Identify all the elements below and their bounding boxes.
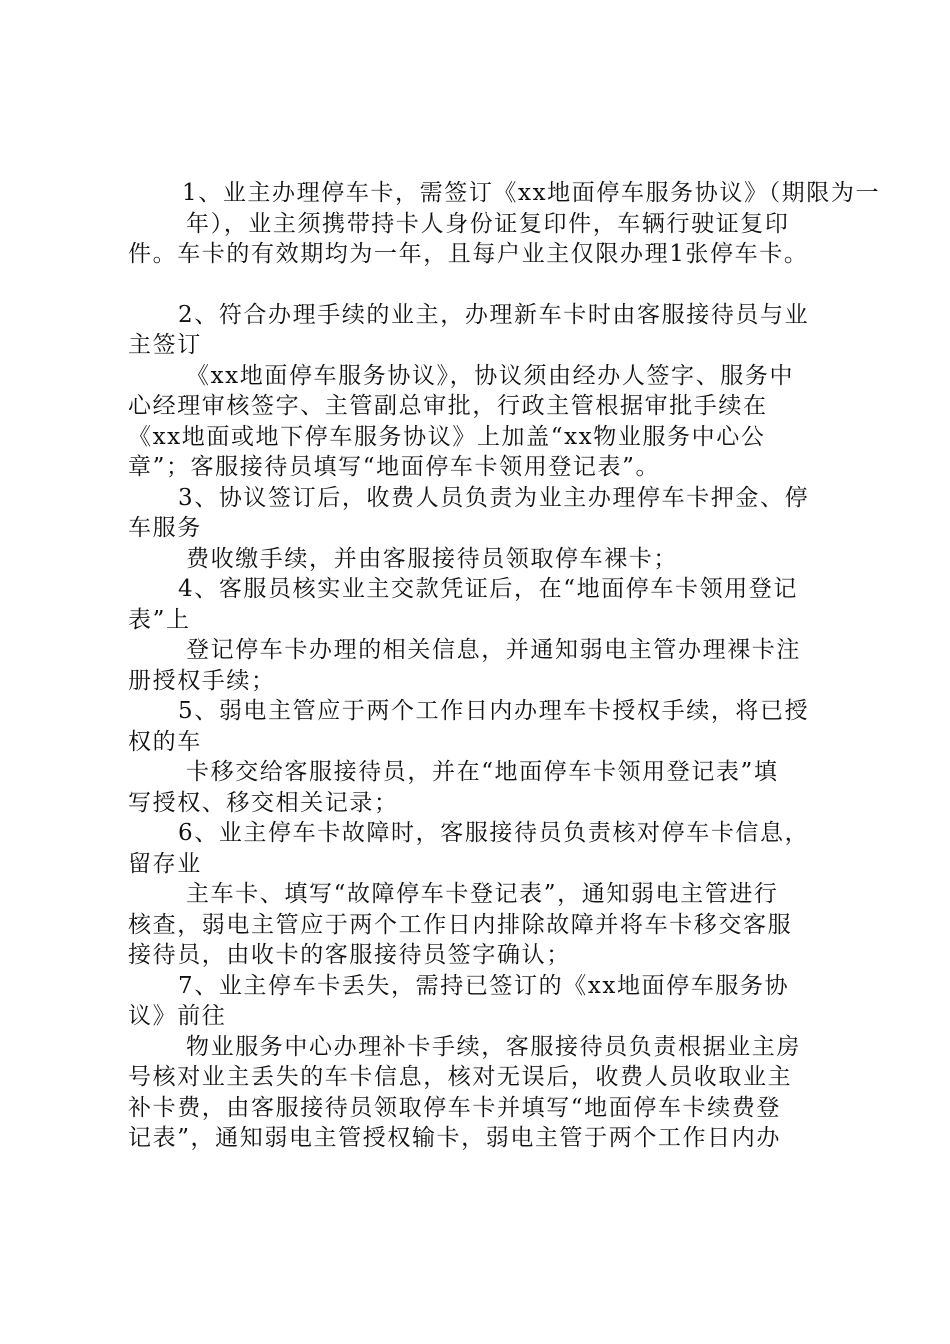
- text-line: 心经理审核签字、主管副总审批，行政主管根据审批手续在: [128, 393, 768, 419]
- text-line: 卡移交给客服接待员，并在“地面停车卡领用登记表”填: [186, 759, 779, 785]
- text-line: 核查，弱电主管应于两个工作日内排除故障并将车卡移交客服: [128, 911, 793, 938]
- text-line: 件。车卡的有效期均为一年，且每户业主仅限办理1张停车卡。: [128, 241, 809, 267]
- text-line: 补卡费，由客服接待员领取停车卡并填写“地面停车卡续费登: [128, 1094, 781, 1121]
- text-line: 车服务: [128, 515, 202, 541]
- text-line: 主车卡、填写“故障停车卡登记表”，通知弱电主管进行: [186, 881, 779, 907]
- text-line: 《xx地面或地下停车服务协议》上加盖“xx物业服务中心公: [128, 423, 766, 450]
- text-line: 议》前往: [128, 1003, 227, 1029]
- text-line: 《xx地面停车服务协议》，协议须由经办人签字、服务中: [186, 362, 795, 389]
- text-line: 2、符合办理手续的业主，办理新车卡时由客服接待员与业: [178, 301, 810, 328]
- text-line: 物业服务中心办理补卡手续，客服接待员负责根据业主房: [186, 1033, 801, 1060]
- text-line: 7、业主停车卡丢失，需持已签订的《xx地面停车服务协: [178, 972, 790, 999]
- text-line: 4、客服员核实业主交款凭证后，在“地面停车卡领用登记: [178, 576, 798, 602]
- text-line: 年），业主须携带持卡人身份证复印件，车辆行驶证复印: [186, 210, 790, 237]
- text-line: 表”上: [128, 606, 191, 633]
- document-body: [128, 178, 881, 1154]
- text-line: 册授权手续；: [128, 667, 276, 694]
- text-line: 接待员，由收卡的客服接待员签字确认；: [128, 942, 571, 968]
- text-line: 6、业主停车卡故障时，客服接待员负责核对停车卡信息，: [178, 820, 810, 846]
- text-line: 章”；客服接待员填写“地面停车卡领用登记表”。: [128, 454, 661, 480]
- text-line: 费收缴手续，并由客服接待员领取停车裸卡；: [186, 545, 678, 572]
- text-line: 权的车: [128, 728, 202, 755]
- text-line: 登记停车卡办理的相关信息，并通知弱电主管办理裸卡注: [186, 637, 801, 663]
- text-line: 留存业: [128, 850, 202, 877]
- text-line: 写授权、移交相关记录；: [128, 789, 399, 816]
- text-line: 号核对业主丢失的车卡信息，核对无误后，收费人员收取业主: [128, 1064, 793, 1090]
- text-line: 主签订: [128, 332, 202, 358]
- text-line: 1、业主办理停车卡，需签订《xx地面停车服务协议》（期限为一: [182, 180, 881, 206]
- text-line: 3、协议签订后，收费人员负责为业主办理停车卡押金、停: [178, 484, 810, 511]
- paragraph-gap: [128, 270, 848, 300]
- text-line: 记表”，通知弱电主管授权输卡，弱电主管于两个工作日内办: [128, 1125, 781, 1151]
- text-line: 5、弱电主管应于两个工作日内办理车卡授权手续，将已授: [178, 698, 810, 724]
